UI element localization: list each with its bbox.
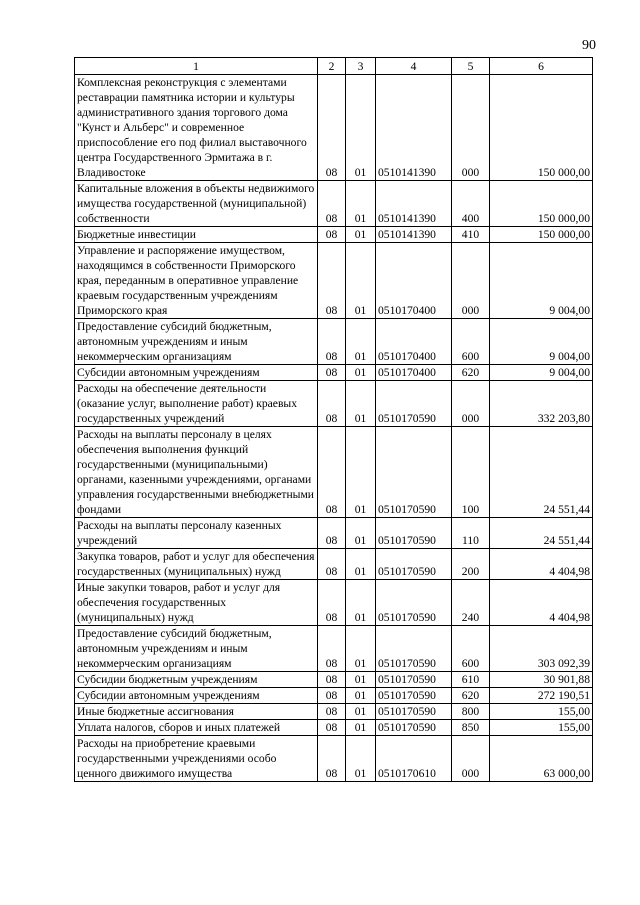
row-target-code: 0510141390 (376, 75, 452, 181)
row-amount: 303 092,39 (490, 626, 593, 672)
row-target-code: 0510170590 (376, 626, 452, 672)
row-target-code: 0510170590 (376, 549, 452, 580)
row-expense-type: 400 (452, 181, 490, 227)
table-row (75, 518, 593, 549)
row-subsection: 01 (346, 736, 376, 782)
row-name: Субсидии автономным учреждениям (75, 688, 318, 704)
row-amount: 9 004,00 (490, 243, 593, 319)
row-amount: 9 004,00 (490, 365, 593, 381)
row-subsection: 01 (346, 75, 376, 181)
row-expense-type: 000 (452, 381, 490, 427)
header-col-2: 2 (318, 58, 346, 75)
table-row (75, 427, 593, 518)
row-name: Субсидии бюджетным учреждениям (75, 672, 318, 688)
row-section: 08 (318, 243, 346, 319)
row-name: Капитальные вложения в объекты недвижимого имущества государственной (муниципальной) собственности (75, 181, 318, 227)
row-subsection: 01 (346, 626, 376, 672)
table-row (75, 720, 593, 736)
row-section: 08 (318, 518, 346, 549)
row-target-code: 0510170590 (376, 704, 452, 720)
table-row (75, 704, 593, 720)
table-row (75, 736, 593, 782)
row-expense-type: 620 (452, 365, 490, 381)
row-amount: 24 551,44 (490, 518, 593, 549)
table-body (75, 75, 593, 782)
row-expense-type: 620 (452, 688, 490, 704)
row-subsection: 01 (346, 181, 376, 227)
row-section: 08 (318, 381, 346, 427)
row-expense-type: 200 (452, 549, 490, 580)
row-target-code: 0510170590 (376, 518, 452, 549)
row-name: Субсидии автономным учреждениям (75, 365, 318, 381)
row-expense-type: 600 (452, 626, 490, 672)
row-expense-type: 610 (452, 672, 490, 688)
row-name: Расходы на выплаты персоналу казенных учреждений (75, 518, 318, 549)
row-subsection: 01 (346, 672, 376, 688)
row-name: Уплата налогов, сборов и иных платежей (75, 720, 318, 736)
table-header (75, 58, 593, 75)
header-col-4: 4 (376, 58, 452, 75)
row-name: Закупка товаров, работ и услуг для обеспечения государственных (муниципальных) нужд (75, 549, 318, 580)
row-target-code: 0510170590 (376, 720, 452, 736)
table-row (75, 626, 593, 672)
row-section: 08 (318, 427, 346, 518)
row-amount: 4 404,98 (490, 580, 593, 626)
row-expense-type: 240 (452, 580, 490, 626)
row-expense-type: 110 (452, 518, 490, 549)
row-target-code: 0510170590 (376, 672, 452, 688)
row-section: 08 (318, 181, 346, 227)
row-target-code: 0510170590 (376, 688, 452, 704)
row-section: 08 (318, 736, 346, 782)
row-amount: 24 551,44 (490, 427, 593, 518)
row-subsection: 01 (346, 580, 376, 626)
row-section: 08 (318, 688, 346, 704)
row-name: Расходы на приобретение краевыми государственными учреждениями особо ценного движимого имущества (75, 736, 318, 782)
table-row (75, 243, 593, 319)
row-amount: 4 404,98 (490, 549, 593, 580)
header-row (75, 58, 593, 75)
row-subsection: 01 (346, 518, 376, 549)
row-subsection: 01 (346, 427, 376, 518)
row-amount: 272 190,51 (490, 688, 593, 704)
row-name: Бюджетные инвестиции (75, 227, 318, 243)
table-row (75, 580, 593, 626)
row-amount: 155,00 (490, 704, 593, 720)
row-subsection: 01 (346, 365, 376, 381)
table-row (75, 365, 593, 381)
row-target-code: 0510141390 (376, 227, 452, 243)
row-name: Предоставление субсидий бюджетным, автономным учреждениям и иным некоммерческим организациям (75, 319, 318, 365)
row-section: 08 (318, 75, 346, 181)
row-subsection: 01 (346, 227, 376, 243)
row-expense-type: 000 (452, 243, 490, 319)
row-expense-type: 410 (452, 227, 490, 243)
row-amount: 150 000,00 (490, 227, 593, 243)
table-row (75, 688, 593, 704)
row-subsection: 01 (346, 688, 376, 704)
row-name: Расходы на обеспечение деятельности (оказание услуг, выполнение работ) краевых государственных учреждений (75, 381, 318, 427)
row-name: Расходы на выплаты персоналу в целях обеспечения выполнения функций государственными (муниципальными) органами, казенными учреждениями, органами управления государственными внебюджетными фондами (75, 427, 318, 518)
row-expense-type: 600 (452, 319, 490, 365)
row-section: 08 (318, 704, 346, 720)
header-col-6: 6 (490, 58, 593, 75)
row-amount: 9 004,00 (490, 319, 593, 365)
row-target-code: 0510170400 (376, 319, 452, 365)
table-row (75, 549, 593, 580)
row-target-code: 0510170590 (376, 427, 452, 518)
row-name: Предоставление субсидий бюджетным, автономным учреждениям и иным некоммерческим организациям (75, 626, 318, 672)
row-amount: 30 901,88 (490, 672, 593, 688)
row-target-code: 0510170400 (376, 243, 452, 319)
row-section: 08 (318, 549, 346, 580)
row-target-code: 0510170610 (376, 736, 452, 782)
row-section: 08 (318, 365, 346, 381)
row-subsection: 01 (346, 549, 376, 580)
row-subsection: 01 (346, 243, 376, 319)
row-expense-type: 800 (452, 704, 490, 720)
row-amount: 155,00 (490, 720, 593, 736)
row-expense-type: 850 (452, 720, 490, 736)
row-amount: 63 000,00 (490, 736, 593, 782)
row-expense-type: 100 (452, 427, 490, 518)
row-section: 08 (318, 672, 346, 688)
row-expense-type: 000 (452, 75, 490, 181)
table-row (75, 319, 593, 365)
row-section: 08 (318, 319, 346, 365)
row-amount: 150 000,00 (490, 75, 593, 181)
row-expense-type: 000 (452, 736, 490, 782)
table-row (75, 227, 593, 243)
row-name: Управление и распоряжение имуществом, находящимся в собственности Приморского края, переданным в оперативное управление краевым государственным учреждениям Приморского края (75, 243, 318, 319)
table-row (75, 75, 593, 181)
table-row (75, 181, 593, 227)
row-section: 08 (318, 580, 346, 626)
row-subsection: 01 (346, 720, 376, 736)
row-name: Иные бюджетные ассигнования (75, 704, 318, 720)
row-target-code: 0510141390 (376, 181, 452, 227)
header-col-3: 3 (346, 58, 376, 75)
row-section: 08 (318, 227, 346, 243)
row-target-code: 0510170590 (376, 381, 452, 427)
header-col-5: 5 (452, 58, 490, 75)
table-row (75, 672, 593, 688)
row-subsection: 01 (346, 319, 376, 365)
table-row (75, 381, 593, 427)
row-section: 08 (318, 720, 346, 736)
row-target-code: 0510170400 (376, 365, 452, 381)
row-amount: 332 203,80 (490, 381, 593, 427)
row-subsection: 01 (346, 704, 376, 720)
page-number: 90 (582, 38, 596, 53)
header-col-1: 1 (75, 58, 318, 75)
budget-table (74, 57, 593, 782)
row-subsection: 01 (346, 381, 376, 427)
row-target-code: 0510170590 (376, 580, 452, 626)
row-name: Иные закупки товаров, работ и услуг для обеспечения государственных (муниципальных) нужд (75, 580, 318, 626)
row-amount: 150 000,00 (490, 181, 593, 227)
row-section: 08 (318, 626, 346, 672)
row-name: Комплексная реконструкция с элементами реставрации памятника истории и культуры административного здания торгового дома "Кунст и Альберс" и современное приспособление его под филиал выставочного центра Государственного Эрмитажа в г. Владивостоке (75, 75, 318, 181)
